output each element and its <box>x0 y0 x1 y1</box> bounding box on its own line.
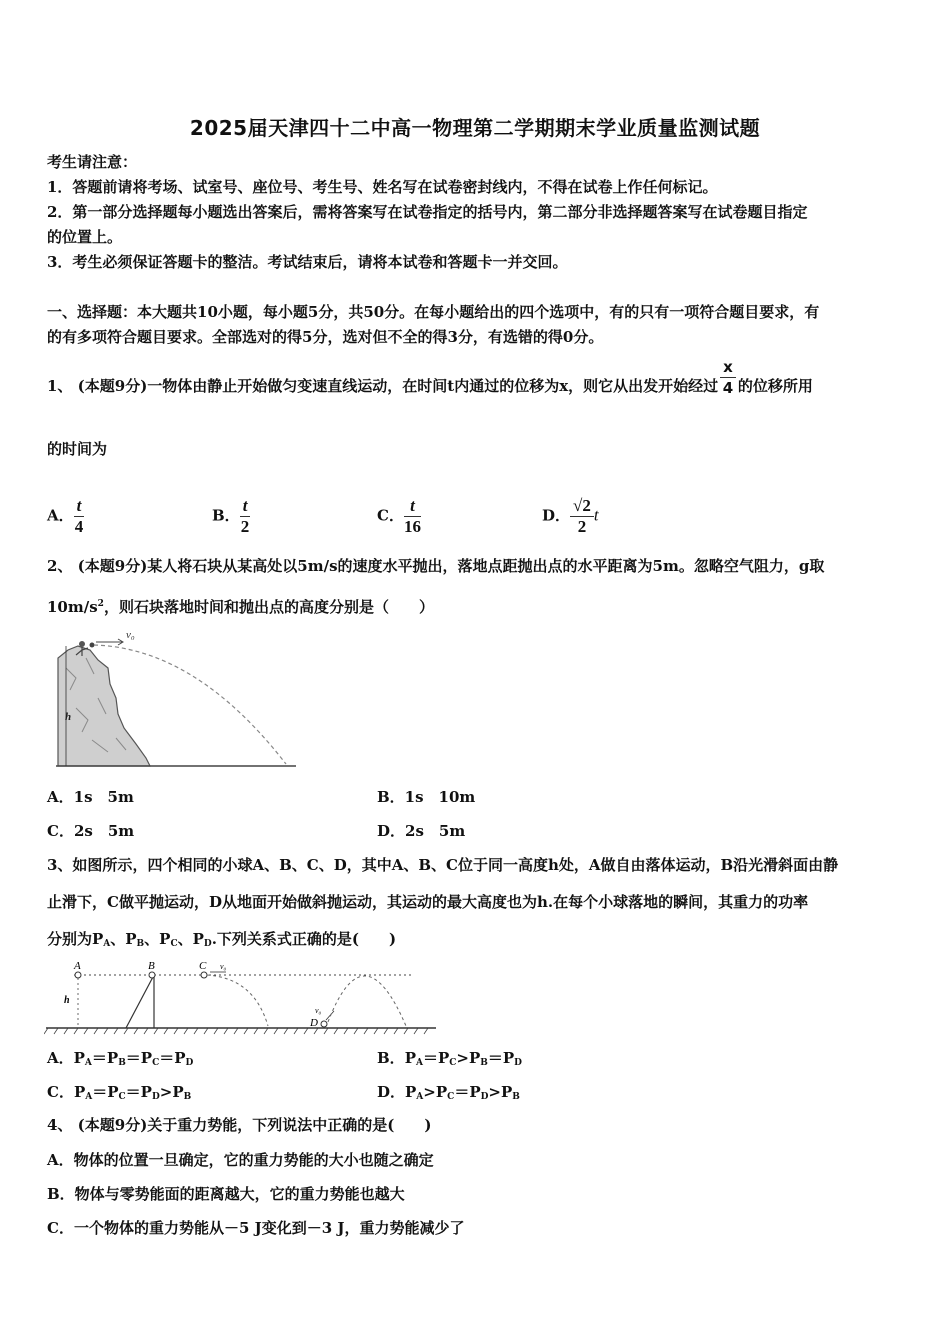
option-c[interactable]: C．2s 5m <box>47 822 135 840</box>
option-c[interactable]: C．$P_A=P_C=P_D>P_B$ <box>47 1083 192 1102</box>
question-3-text: 分别为$P_A$、$P_B$、$P_C$、$P_D$.下列关系式正确的是( ) <box>47 930 397 949</box>
question-1-text: 的时间为 <box>47 440 108 458</box>
notice-item: 3．考生必须保证答题卡的整洁。考试结束后，请将本试卷和答题卡一并交回。 <box>47 253 568 271</box>
notice-item: 1．答题前请将考场、试室号、座位号、考生号、姓名写在试卷密封线内，不得在试卷上作任何标记。 <box>47 178 718 196</box>
fraction: $\frac{x}{4}$ <box>720 357 736 398</box>
option-a[interactable]: A． $\frac{t}{4}$ <box>47 496 84 536</box>
option-a[interactable]: A．物体的位置一旦确定，它的重力势能的大小也随之确定 <box>47 1151 434 1169</box>
option-b[interactable]: B．$P_A=P_C>P_B=P_D$ <box>377 1049 522 1068</box>
cliff-projectile-figure <box>46 628 298 770</box>
option-c[interactable]: C．一个物体的重力势能从－5 J变化到－3 J，重力势能减少了 <box>47 1219 465 1237</box>
section-heading: 一、选择题：本大题共10小题，每小题5分，共50分。在每小题给出的四个选项中，有的只有一项符合题目要求，有 <box>47 303 820 321</box>
option-a[interactable]: A．1s 5m <box>47 788 134 806</box>
option-a[interactable]: A．$P_A=P_B=P_C=P_D$ <box>47 1049 194 1068</box>
notice-item: 的位置上。 <box>47 228 123 246</box>
option-b[interactable]: B．物体与零势能面的距离越大，它的重力势能也越大 <box>47 1185 405 1203</box>
question-2-text: 2、 (本题9分)某人将石块从某高处以5m/s的速度水平抛出，落地点距抛出点的水平距离为5m。忽略空气阻力，g取 <box>47 557 825 575</box>
notice-heading: 考生请注意： <box>47 153 138 171</box>
four-balls-figure <box>44 958 440 1036</box>
page-title: 2025届天津四十二中高一物理第二学期期末学业质量监测试题 <box>189 116 761 140</box>
option-d[interactable]: D．$P_A>P_C=P_D>P_B$ <box>377 1083 520 1102</box>
label-a: A <box>74 960 81 972</box>
option-c[interactable]: C． $\frac{t}{16}$ <box>377 496 421 536</box>
option-d[interactable]: D．2s 5m <box>377 822 466 840</box>
question-1-text: 1、 (本题9分)一物体由静止开始做匀变速直线运动，在时间t内通过的位移为x，则它从出发开始经过 $\frac{x}{4}$ 的位移所用 <box>47 357 813 397</box>
label-b: B <box>148 960 155 972</box>
section-heading: 的有多项符合题目要求。全部选对的得5分，选对但不全的得3分，有选错的得0分。 <box>47 328 604 346</box>
label-v0: v₀ <box>220 962 227 971</box>
notice-item: 2．第一部分选择题每小题选出答案后，需将答案写在试卷指定的括号内，第二部分非选择题答案写在试卷题目指定 <box>47 203 808 221</box>
question-4-text: 4、 (本题9分)关于重力势能，下列说法中正确的是( ) <box>47 1116 432 1134</box>
question-3-text: 止滑下，C做平抛运动，D从地面开始做斜抛运动，其运动的最大高度也为h.在每个小球落地的瞬间，其重力的功率 <box>47 893 809 911</box>
label-h: h <box>64 995 70 1006</box>
h-label: h <box>65 711 72 723</box>
option-b[interactable]: B．1s 10m <box>377 788 476 806</box>
option-b[interactable]: B． $\frac{t}{2}$ <box>212 496 250 536</box>
option-d[interactable]: D． $\frac{√2}{2}$ t <box>542 496 599 536</box>
question-3-text: 3、如图所示，四个相同的小球A、B、C、D，其中A、B、C位于同一高度h处，A做自由落体运动，B沿光滑斜面由静 <box>47 856 839 874</box>
label-d: D <box>310 1017 318 1029</box>
label-c: C <box>199 960 207 972</box>
label-v0-d: v₀ <box>315 1006 322 1015</box>
v0-label: v₀ <box>126 629 135 641</box>
question-2-text: $10m/s^2$，则石块落地时间和抛出点的高度分别是（ ） <box>47 598 434 616</box>
